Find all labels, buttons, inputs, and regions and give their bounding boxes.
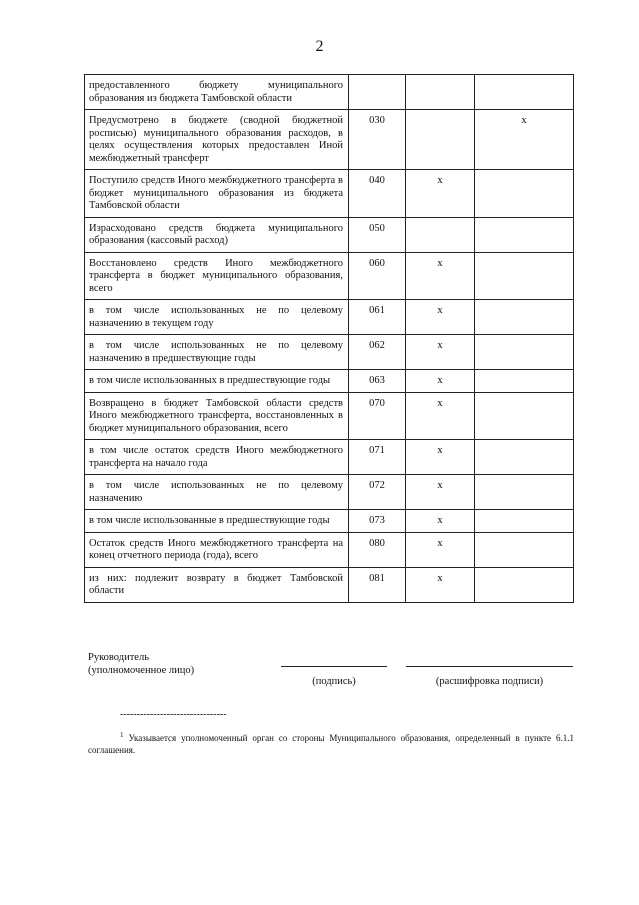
table-row xyxy=(85,440,574,475)
table-row xyxy=(85,300,574,335)
table-cell-c2: x xyxy=(475,110,574,170)
table-cell-c1: x xyxy=(406,392,475,440)
table-cell-desc: Восстановлено средств Иного межбюджетного трансферта в бюджет муниципального образования, всего xyxy=(85,252,349,300)
table-row xyxy=(85,370,574,393)
table-cell-c1 xyxy=(406,217,475,252)
table-cell-code: 080 xyxy=(349,532,406,567)
table-cell-c2 xyxy=(475,510,574,533)
footnote xyxy=(88,732,574,756)
table-cell-c1 xyxy=(406,75,475,110)
table-cell-c1: x xyxy=(406,335,475,370)
table-cell-code: 081 xyxy=(349,567,406,602)
table-cell-c1: x xyxy=(406,252,475,300)
table-cell-c1 xyxy=(406,110,475,170)
table-cell-c1: x xyxy=(406,510,475,533)
table-row xyxy=(85,110,574,170)
table-cell-c2 xyxy=(475,567,574,602)
report-table-body xyxy=(85,75,574,603)
footnote-marker: 1 xyxy=(120,731,124,739)
table-cell-code: 062 xyxy=(349,335,406,370)
table-cell-desc: в том числе остаток средств Иного межбюджетного трансферта на начало года xyxy=(85,440,349,475)
table-cell-desc: предоставленного бюджету муниципального образования из бюджета Тамбовской области xyxy=(85,75,349,110)
table-cell-c2 xyxy=(475,475,574,510)
table-cell-c1: x xyxy=(406,170,475,218)
footnote-separator: -------------------------------- xyxy=(120,709,227,720)
table-row xyxy=(85,510,574,533)
table-cell-desc: Остаток средств Иного межбюджетного трансферта на конец отчетного периода (года), всего xyxy=(85,532,349,567)
table-cell-code: 072 xyxy=(349,475,406,510)
signature-caption: (подпись) xyxy=(312,676,356,687)
table-row xyxy=(85,567,574,602)
table-cell-c2 xyxy=(475,532,574,567)
table-cell-desc: Израсходовано средств бюджета муниципального образования (кассовый расход) xyxy=(85,217,349,252)
signature-role-title: Руководитель xyxy=(88,652,149,663)
table-cell-c1: x xyxy=(406,300,475,335)
table-cell-c2 xyxy=(475,335,574,370)
table-cell-code: 050 xyxy=(349,217,406,252)
table-cell-c1: x xyxy=(406,532,475,567)
decoding-caption: (расшифровка подписи) xyxy=(435,676,544,687)
signature-role xyxy=(88,651,194,677)
table-row xyxy=(85,75,574,110)
table-cell-desc: в том числе использованных не по целевому назначению в предшествующие годы xyxy=(85,335,349,370)
table-cell-code: 073 xyxy=(349,510,406,533)
table-cell-c2 xyxy=(475,75,574,110)
table-row xyxy=(85,335,574,370)
table-cell-c2 xyxy=(475,170,574,218)
table-cell-desc: в том числе использованных не по целевому назначению xyxy=(85,475,349,510)
table-row xyxy=(85,252,574,300)
table-cell-c2 xyxy=(475,300,574,335)
table-row xyxy=(85,392,574,440)
table-cell-code: 063 xyxy=(349,370,406,393)
table-cell-code: 060 xyxy=(349,252,406,300)
table-cell-c2 xyxy=(475,217,574,252)
table-cell-desc: из них: подлежит возврату в бюджет Тамбовской области xyxy=(85,567,349,602)
table-row xyxy=(85,475,574,510)
table-cell-desc: Поступило средств Иного межбюджетного трансферта в бюджет муниципального образования из бюджета Тамбовской области xyxy=(85,170,349,218)
table-cell-code: 070 xyxy=(349,392,406,440)
page-number: 2 xyxy=(315,38,324,55)
signature-role-subtitle: (уполномоченное лицо) xyxy=(88,665,195,676)
table-cell-c2 xyxy=(475,440,574,475)
report-table xyxy=(84,74,574,603)
table-cell-desc: в том числе использованных в предшествующие годы xyxy=(85,370,349,393)
table-cell-desc: Возвращено в бюджет Тамбовской области средств Иного межбюджетного трансферта, восстановленных в бюджет муниципального образования, всего xyxy=(85,392,349,440)
table-cell-c2 xyxy=(475,392,574,440)
table-row xyxy=(85,170,574,218)
table-cell-c2 xyxy=(475,370,574,393)
table-row xyxy=(85,217,574,252)
table-cell-c1: x xyxy=(406,440,475,475)
table-cell-c1: x xyxy=(406,567,475,602)
table-cell-c1: x xyxy=(406,370,475,393)
footnote-text: Указывается уполномоченный орган со стороны Муниципального образования, определенный в пункте 6.1.1 соглашения. xyxy=(88,733,574,755)
table-cell-desc: в том числе использованных не по целевому назначению в текущем году xyxy=(85,300,349,335)
table-cell-code: 061 xyxy=(349,300,406,335)
table-cell-c2 xyxy=(475,252,574,300)
table-cell-c1: x xyxy=(406,475,475,510)
table-cell-code: 071 xyxy=(349,440,406,475)
table-cell-code: 030 xyxy=(349,110,406,170)
table-cell-desc: Предусмотрено в бюджете (сводной бюджетной росписью) муниципального образования расходов, в целях осуществления которых предоставлен Иной межбюджетный трансферт xyxy=(85,110,349,170)
table-row xyxy=(85,532,574,567)
signature-line xyxy=(281,666,387,667)
decoding-line xyxy=(406,666,573,667)
table-cell-code: 040 xyxy=(349,170,406,218)
table-cell-code xyxy=(349,75,406,110)
table-cell-desc: в том числе использованные в предшествующие годы xyxy=(85,510,349,533)
